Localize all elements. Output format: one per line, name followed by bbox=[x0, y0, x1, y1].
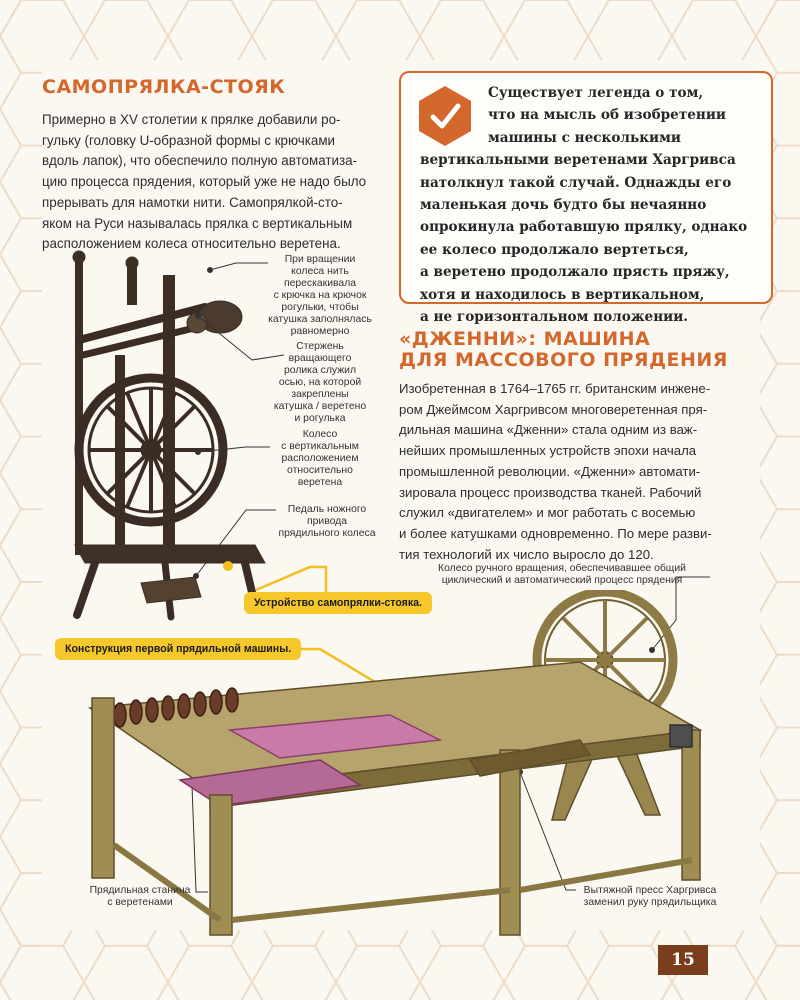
jenny-description bbox=[399, 379, 754, 565]
text-line: дильная машина «Дженни» стала одним из важ- bbox=[399, 422, 698, 438]
callout-spinning-frame bbox=[78, 885, 202, 909]
text-line: расположением колеса относительно веретена. bbox=[42, 236, 341, 252]
callout-line: расположением bbox=[281, 453, 359, 464]
callout-line: с веретенами bbox=[107, 897, 173, 908]
callout-line: Стержень bbox=[296, 341, 344, 352]
callout-line: с вертикальным bbox=[281, 441, 359, 452]
callout-line: Педаль ножного bbox=[287, 504, 367, 515]
callout-line: и рогулька bbox=[294, 413, 346, 424]
legend-line: хотя и находилось в вертикальном, bbox=[420, 286, 705, 303]
text-line: яком на Руси называлась прялка с вертикальным bbox=[42, 215, 353, 231]
callout-flyer-hooks bbox=[262, 254, 378, 338]
callout-roller-rod bbox=[262, 341, 378, 425]
label-first-spinning-machine: Конструкция первой прядильной машины. bbox=[55, 638, 301, 660]
label-spinning-wheel-device: Устройство самопрялки-стояка. bbox=[244, 592, 432, 614]
page-number: 15 bbox=[658, 945, 708, 975]
callout-line: веретена bbox=[297, 477, 343, 488]
callout-line: закреплены bbox=[291, 389, 349, 400]
callout-line: относительно bbox=[287, 465, 353, 476]
section-heading-spinning-wheel: САМОПРЯЛКА-СТОЯК bbox=[42, 76, 286, 98]
callout-line: Вытяжной пресс Харгривса bbox=[583, 885, 717, 896]
callout-line: Колесо bbox=[302, 429, 338, 440]
callout-line: прядильного колеса bbox=[278, 528, 376, 539]
legend-line: Существует легенда о том, bbox=[488, 85, 704, 101]
spinning-wheel-description bbox=[42, 110, 377, 255]
callout-drawing-press bbox=[576, 885, 724, 909]
heading-line: «ДЖЕННИ»: МАШИНА bbox=[399, 328, 651, 350]
text-line: промышленной революции. «Дженни» автомати- bbox=[399, 463, 701, 479]
callout-line: Прядильная станина bbox=[89, 885, 191, 896]
callout-line: Колесо ручного вращения, обеспечивавшее общий bbox=[438, 563, 686, 574]
heading-line: ДЛЯ МАССОВОГО ПРЯДЕНИЯ bbox=[399, 349, 728, 371]
callout-vertical-wheel bbox=[262, 429, 378, 489]
text-line: прерывать для намотки нити. Самопрялкой-сто- bbox=[42, 194, 343, 210]
legend-line: машины с несколькими bbox=[488, 129, 681, 146]
callout-line: катушка / веретено bbox=[273, 401, 367, 412]
callout-line: осью, на которой bbox=[278, 377, 362, 388]
text-line: и более катушками одновременно. По мере разви- bbox=[399, 525, 712, 541]
text-line: гульку (головку U-образной формы с крючками bbox=[42, 132, 336, 148]
legend-text bbox=[408, 82, 760, 328]
callout-line: колеса нить bbox=[291, 266, 349, 277]
legend-line: а не горизонтальном положении. bbox=[420, 309, 689, 326]
legend-line: маленькая дочь будто бы нечаянно bbox=[420, 197, 707, 214]
text-line: ром Джеймсом Харгривсом многоверетенная пря- bbox=[399, 401, 708, 417]
text-line: Изобретенная в 1764–1765 гг. британским инжене- bbox=[399, 381, 711, 396]
callout-hand-wheel bbox=[412, 563, 712, 587]
callout-line: циклический и автоматический процесс прядения bbox=[441, 575, 683, 586]
section-heading-jenny bbox=[399, 329, 728, 371]
callout-line: привода bbox=[306, 516, 347, 527]
callout-line: с крючка на крючок bbox=[273, 290, 367, 301]
text-line: цию процесса прядения, который уже не надо было bbox=[42, 174, 367, 190]
text-line: тия технологий их число выросло до 120. bbox=[399, 546, 654, 562]
callout-line: катушка заполнялась bbox=[268, 314, 372, 325]
callout-line: ролика служил bbox=[283, 365, 357, 376]
legend-line: а веретено продолжало прясть пряжу, bbox=[420, 264, 730, 281]
text-line: зировала процесс производства тканей. Рабочий bbox=[399, 484, 702, 500]
legend-line: ее колесо продолжало вертеться, bbox=[420, 241, 689, 258]
callout-pedal bbox=[262, 504, 392, 540]
text-line: вдоль лапок), что обеспечило полную автоматиза- bbox=[42, 153, 358, 169]
callout-line: заменил руку прядильщика bbox=[583, 897, 717, 908]
text-line: Примерно в XV столетии к прялке добавили ро- bbox=[42, 112, 341, 127]
callout-line: перескакивала bbox=[283, 278, 357, 289]
callout-line: рогульки, чтобы bbox=[281, 302, 359, 313]
legend-line: вертикальными веретенами Харгривса bbox=[420, 152, 736, 169]
legend-line: что на мысль об изобретении bbox=[488, 107, 727, 124]
legend-line: натолкнул такой случай. Однажды его bbox=[420, 174, 732, 191]
text-line: нейших промышленных устройств эпохи начала bbox=[399, 443, 697, 459]
callout-line: вращающего bbox=[288, 353, 352, 364]
callout-line: равномерно bbox=[290, 326, 350, 337]
text-line: служил «двигателем» и мог работать с восемью bbox=[399, 505, 696, 521]
legend-line: опрокинула работавшую прялку, однако bbox=[420, 219, 748, 236]
callout-line: При вращении bbox=[284, 254, 356, 265]
